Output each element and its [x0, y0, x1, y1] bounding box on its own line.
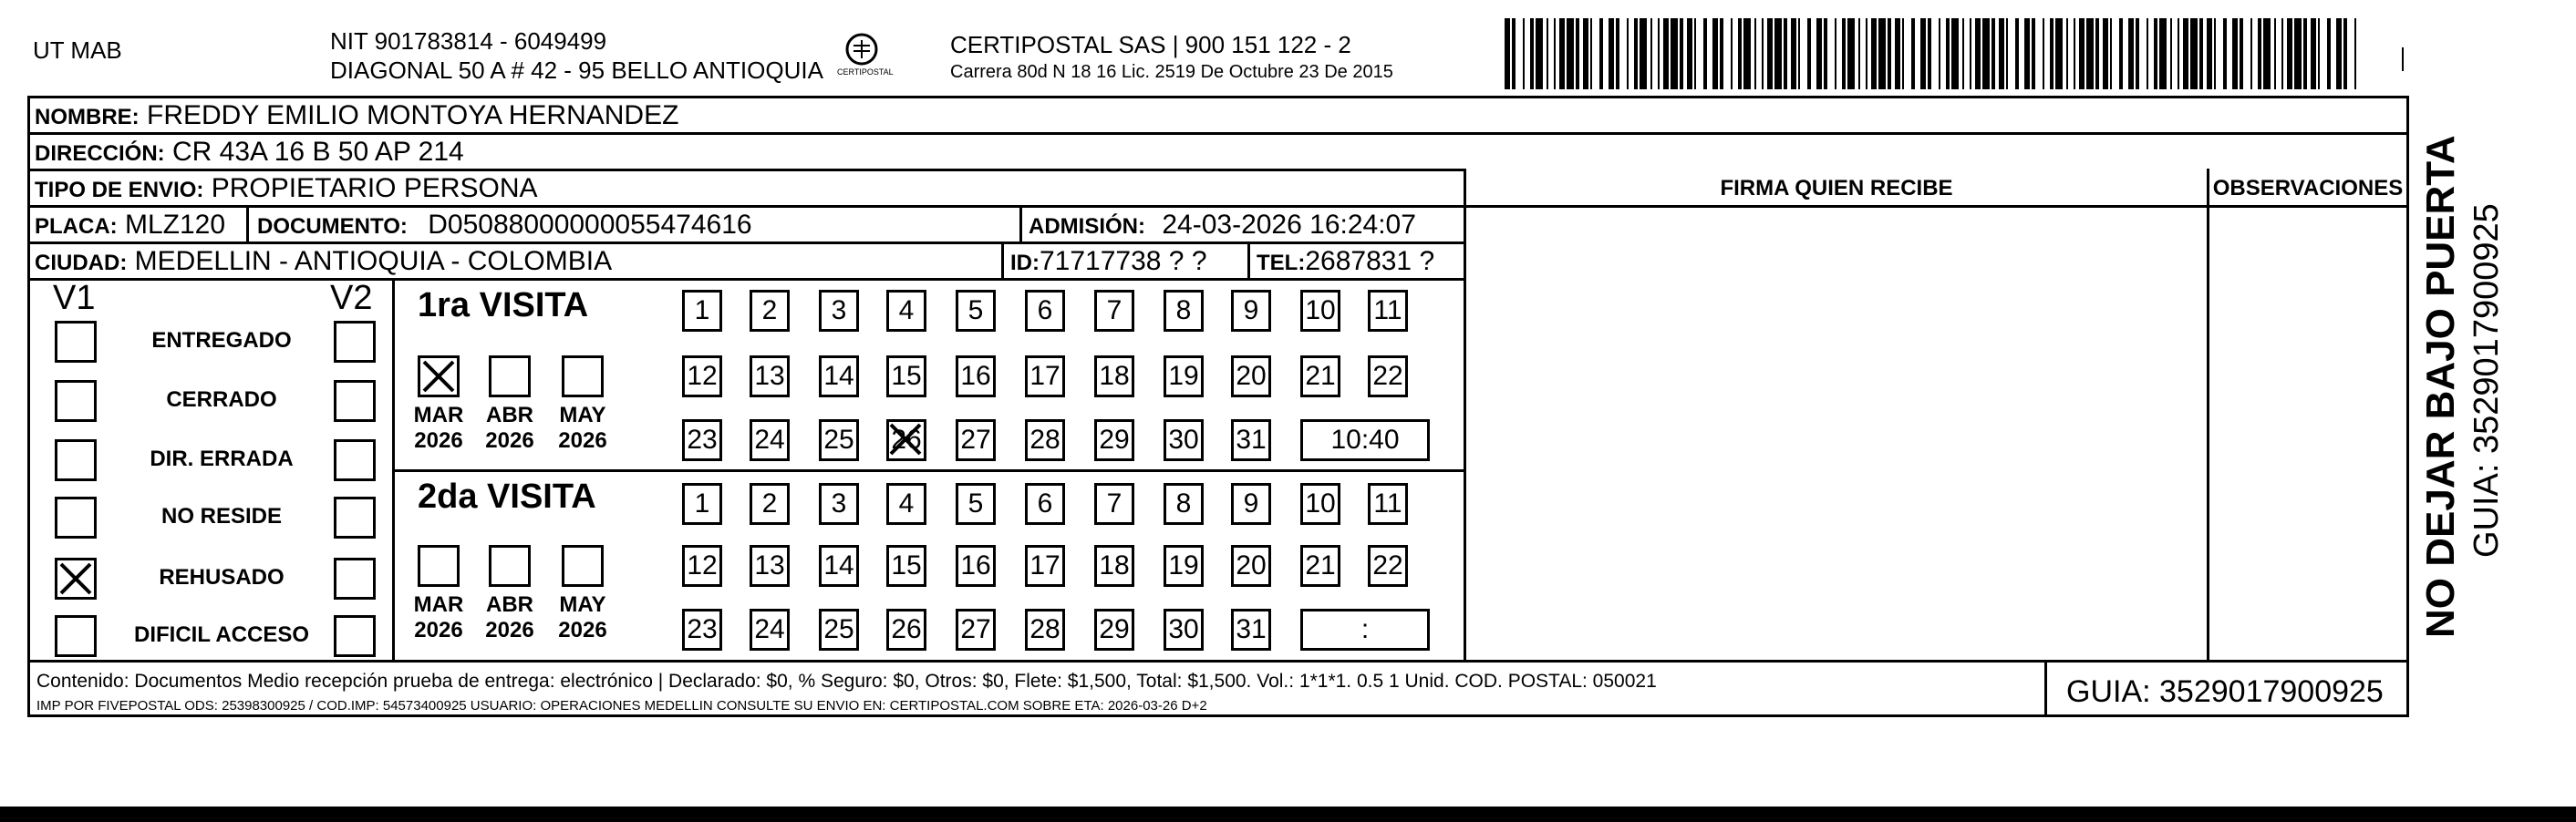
day-box[interactable]: 14 — [819, 545, 859, 587]
day-box[interactable]: 16 — [956, 545, 996, 587]
day-box[interactable]: 13 — [750, 355, 790, 397]
recipient-address: CR 43A 16 B 50 AP 214 — [172, 137, 464, 167]
tel-number: 2687831 ? — [1305, 246, 1435, 276]
day-box[interactable]: 3 — [819, 483, 859, 525]
day-box[interactable]: 23 — [682, 609, 722, 651]
day-box[interactable]: 7 — [1094, 483, 1134, 525]
day-box[interactable]: 21 — [1300, 545, 1340, 587]
v1-checkbox[interactable] — [55, 321, 97, 363]
carrier-license: Carrera 80d N 18 16 Lic. 2519 De Octubre 23 De 2015 — [950, 62, 1393, 82]
day-box[interactable]: 17 — [1025, 355, 1065, 397]
day-box[interactable]: 25 — [819, 419, 859, 461]
v1-header: V1 — [53, 279, 96, 317]
status-label: DIFICIL ACCESO — [133, 622, 309, 647]
sender-address: DIAGONAL 50 A # 42 - 95 BELLO ANTIOQUIA — [330, 57, 823, 84]
visit2-title: 2da VISITA — [418, 478, 596, 516]
recipient-name-row — [35, 100, 678, 131]
document-row — [257, 210, 752, 241]
v1-checkbox[interactable] — [55, 439, 97, 481]
admission-date: 24-03-2026 16:24:07 — [1162, 210, 1416, 240]
day-box[interactable]: 28 — [1025, 419, 1065, 461]
no-under-door-warning: NO DEJAR BAJO PUERTA — [2418, 135, 2463, 638]
day-box[interactable]: 26 — [886, 609, 926, 651]
visit1-title: 1ra VISITA — [418, 286, 589, 324]
day-box[interactable]: 26 — [886, 419, 926, 461]
day-box[interactable]: 6 — [1025, 290, 1065, 332]
day-box[interactable]: 27 — [956, 419, 996, 461]
day-box[interactable]: 8 — [1164, 483, 1204, 525]
time-box[interactable]: 10:40 — [1300, 419, 1430, 461]
day-box[interactable]: 8 — [1164, 290, 1204, 332]
shipment-type: PROPIETARIO PERSONA — [211, 173, 538, 203]
status-label: CERRADO — [166, 387, 277, 412]
city-row — [35, 246, 612, 277]
signature-header: FIRMA QUIEN RECIBE — [1720, 176, 1953, 200]
day-box[interactable]: 30 — [1164, 609, 1204, 651]
city: MEDELLIN - ANTIOQUIA - COLOMBIA — [134, 246, 613, 276]
month-checkbox[interactable] — [418, 545, 460, 587]
day-box[interactable]: 16 — [956, 355, 996, 397]
footer-guide: GUIA: 3529017900925 — [2066, 674, 2384, 709]
v1-checkbox[interactable] — [55, 380, 97, 422]
v2-checkbox[interactable] — [334, 439, 376, 481]
status-label: ENTREGADO — [151, 328, 292, 353]
day-box[interactable]: 4 — [886, 290, 926, 332]
month-label: MAR 2026 — [413, 403, 464, 453]
day-box[interactable]: 31 — [1231, 609, 1271, 651]
day-box[interactable]: 19 — [1164, 355, 1204, 397]
day-box[interactable]: 5 — [956, 290, 996, 332]
address-label: DIRECCIÓN: — [35, 141, 165, 166]
v2-checkbox[interactable] — [334, 321, 376, 363]
nit-text: NIT 901783814 - 6049499 — [330, 27, 607, 55]
company-code: UT MAB — [33, 36, 122, 64]
plate: MLZ120 — [125, 210, 226, 240]
day-box[interactable]: 24 — [750, 419, 790, 461]
day-box[interactable]: 28 — [1025, 609, 1065, 651]
month-checkbox[interactable] — [489, 545, 531, 587]
status-label: NO RESIDE — [160, 504, 283, 529]
imp-line: IMP POR FIVEPOSTAL ODS: 25398300925 / COD.IMP: 54573400925 USUARIO: OPERACIONES MEDELLIN CONSULTE SU ENVIO EN: CERTIPOSTAL.COM SOBRE ETA: 2026-03-26 D+2 — [36, 698, 1207, 714]
status-label: REHUSADO — [159, 565, 284, 590]
day-box[interactable]: 25 — [819, 609, 859, 651]
day-box[interactable]: 23 — [682, 419, 722, 461]
admission-row — [1029, 210, 1416, 241]
plate-row — [35, 210, 225, 241]
month-checkbox[interactable] — [489, 355, 531, 397]
city-label: CIUDAD: — [35, 251, 128, 275]
month-checkbox[interactable] — [418, 355, 460, 397]
doc-label: DOCUMENTO: — [257, 214, 408, 239]
day-box[interactable]: 9 — [1231, 483, 1271, 525]
month-label: ABR 2026 — [485, 592, 534, 642]
month-label: MAY 2026 — [558, 592, 607, 642]
tick-mark — [2402, 47, 2404, 71]
recipient-address-row — [35, 137, 464, 168]
recipient-name: FREDDY EMILIO MONTOYA HERNANDEZ — [147, 100, 679, 130]
day-box[interactable]: 7 — [1094, 290, 1134, 332]
admission-label: ADMISIÓN: — [1029, 214, 1145, 239]
observations-header: OBSERVACIONES — [2212, 176, 2404, 200]
day-box[interactable]: 29 — [1094, 419, 1134, 461]
time-box[interactable]: : — [1300, 609, 1430, 651]
v2-checkbox[interactable] — [334, 380, 376, 422]
v2-checkbox[interactable] — [334, 558, 376, 600]
v1-checkbox[interactable] — [55, 615, 97, 657]
day-box[interactable]: 29 — [1094, 609, 1134, 651]
day-box[interactable]: 4 — [886, 483, 926, 525]
certipostal-logo: CERTIPOSTAL — [837, 27, 886, 87]
day-box[interactable]: 15 — [886, 545, 926, 587]
month-label: ABR 2026 — [485, 403, 534, 453]
day-box[interactable]: 21 — [1300, 355, 1340, 397]
v2-checkbox[interactable] — [334, 497, 376, 539]
contents-line: Contenido: Documentos Medio recepción prueba de entrega: electrónico | Declarado: $0, % Seguro: $0, Otros: $0, Flete: $1,500, Total: $1,500. Vol.: 1*1*1. 0.5 1 Unid. COD. POSTAL: 050021 — [36, 671, 1657, 692]
day-box[interactable]: 22 — [1368, 545, 1408, 587]
day-box[interactable]: 30 — [1164, 419, 1204, 461]
day-box[interactable]: 27 — [956, 609, 996, 651]
plate-label: PLACA: — [35, 214, 118, 239]
barcode — [1505, 18, 2362, 89]
id-label: ID: — [1010, 251, 1040, 275]
day-box[interactable]: 18 — [1094, 545, 1134, 587]
month-label: MAR 2026 — [413, 592, 464, 642]
month-checkbox[interactable] — [562, 355, 604, 397]
day-box[interactable]: 31 — [1231, 419, 1271, 461]
day-box[interactable]: 9 — [1231, 290, 1271, 332]
tel-label: TEL: — [1257, 251, 1306, 275]
month-checkbox[interactable] — [562, 545, 604, 587]
day-box[interactable]: 5 — [956, 483, 996, 525]
v1-checkbox[interactable] — [55, 497, 97, 539]
tel-row — [1257, 246, 1434, 277]
side-guide: GUIA: 3529017900925 — [2467, 203, 2506, 558]
carrier-name: CERTIPOSTAL SAS | 900 151 122 - 2 — [950, 31, 1351, 58]
day-box[interactable]: 1 — [682, 483, 722, 525]
day-box[interactable]: 13 — [750, 545, 790, 587]
day-box[interactable]: 2 — [750, 483, 790, 525]
v1-checkbox[interactable] — [55, 558, 97, 600]
day-box[interactable]: 24 — [750, 609, 790, 651]
shipment-type-row — [35, 173, 538, 204]
day-box[interactable]: 15 — [886, 355, 926, 397]
day-box[interactable]: 18 — [1094, 355, 1134, 397]
day-box[interactable]: 19 — [1164, 545, 1204, 587]
day-box[interactable]: 20 — [1231, 355, 1271, 397]
day-box[interactable]: 12 — [682, 545, 722, 587]
day-box[interactable]: 1 — [682, 290, 722, 332]
day-box[interactable]: 14 — [819, 355, 859, 397]
doc-number: D05088000000055474616 — [428, 210, 752, 240]
day-box[interactable]: 6 — [1025, 483, 1065, 525]
day-box[interactable]: 11 — [1368, 483, 1408, 525]
id-row — [1010, 246, 1207, 277]
day-box[interactable]: 2 — [750, 290, 790, 332]
id-number: 71717738 ? ? — [1040, 246, 1207, 276]
name-label: NOMBRE: — [35, 105, 140, 129]
month-label: MAY 2026 — [558, 403, 607, 453]
status-label: DIR. ERRADA — [150, 447, 294, 471]
day-box[interactable]: 10 — [1300, 483, 1340, 525]
v2-checkbox[interactable] — [334, 615, 376, 657]
day-box[interactable]: 17 — [1025, 545, 1065, 587]
day-box[interactable]: 10 — [1300, 290, 1340, 332]
day-box[interactable]: 22 — [1368, 355, 1408, 397]
day-box[interactable]: 12 — [682, 355, 722, 397]
day-box[interactable]: 11 — [1368, 290, 1408, 332]
v2-header: V2 — [330, 279, 373, 317]
type-label: TIPO DE ENVIO: — [35, 178, 204, 202]
day-box[interactable]: 3 — [819, 290, 859, 332]
day-box[interactable]: 20 — [1231, 545, 1271, 587]
